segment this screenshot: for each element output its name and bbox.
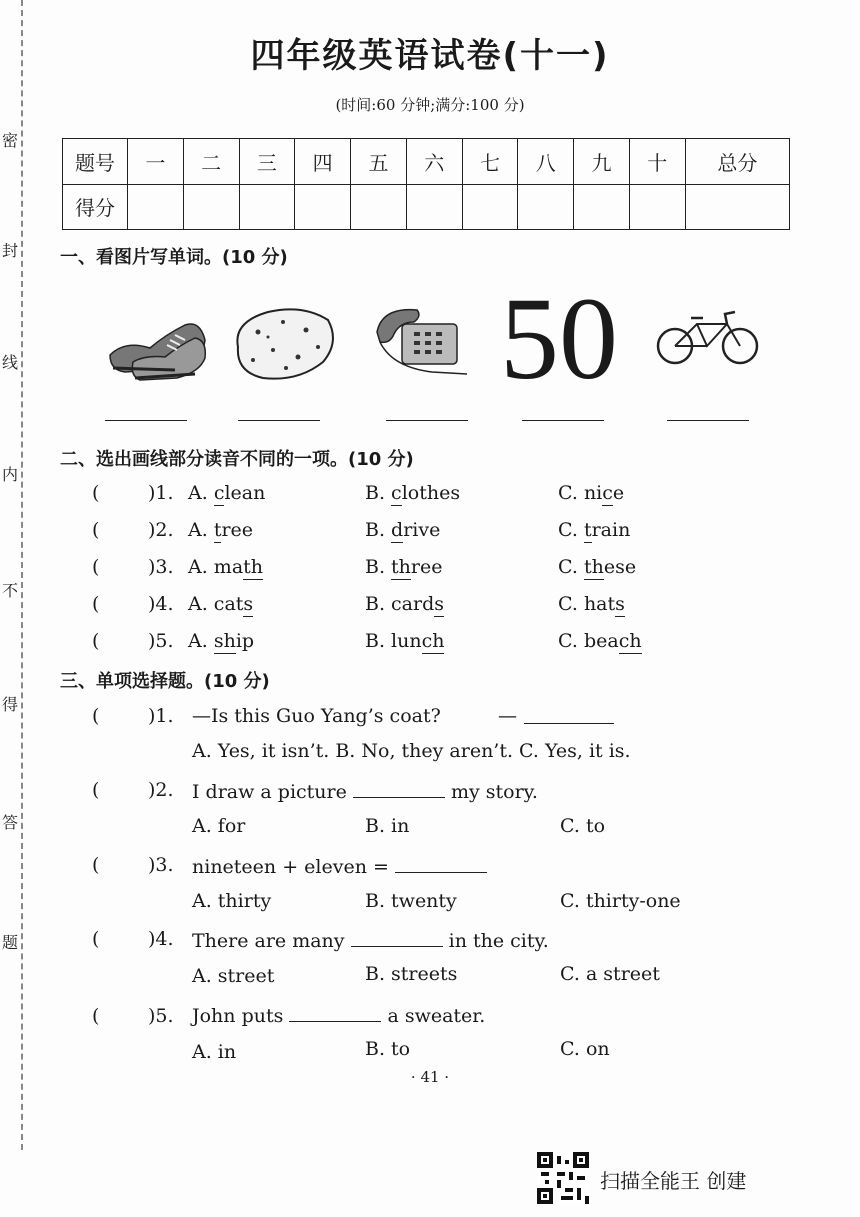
question-stem: I draw a picture my story.: [192, 781, 538, 803]
bicycle-picture: [655, 306, 761, 368]
score-header-cell: 四: [295, 139, 351, 185]
answer-line[interactable]: [105, 420, 187, 421]
score-cell[interactable]: [629, 184, 685, 230]
question-number: )5.: [148, 630, 174, 652]
binding-char: 得: [2, 695, 19, 714]
score-header-cell: 七: [462, 139, 518, 185]
option-c[interactable]: C. these: [558, 556, 637, 578]
score-header-cell: 十: [629, 139, 685, 185]
question-number: )1.: [148, 705, 174, 727]
score-cell[interactable]: [462, 184, 518, 230]
options-line[interactable]: A. Yes, it isn’t. B. No, they aren’t. C. Yes, it is.: [192, 740, 631, 762]
answer-line[interactable]: [667, 420, 749, 421]
option-a[interactable]: A. cats: [188, 593, 254, 615]
score-header-cell: 八: [518, 139, 574, 185]
answer-line[interactable]: [238, 420, 320, 421]
answer-dash: —: [498, 705, 517, 727]
answer-blank[interactable]: [395, 854, 487, 873]
question-stem: John puts a sweater.: [192, 1005, 486, 1027]
score-table-header-row: [63, 139, 790, 185]
score-cell[interactable]: [518, 184, 574, 230]
answer-paren[interactable]: (: [92, 928, 100, 950]
answer-blank[interactable]: [289, 1003, 381, 1022]
option-b[interactable]: B. streets: [365, 963, 458, 985]
question-number: )1.: [148, 482, 174, 504]
score-table: [62, 138, 790, 230]
option-a[interactable]: A. thirty: [192, 890, 272, 912]
option-b[interactable]: B. to: [365, 1038, 411, 1060]
question-number: )4.: [148, 928, 174, 950]
number-fifty: 50: [500, 273, 618, 404]
exam-info: (时间:60 分钟;满分:100 分): [335, 96, 525, 114]
option-b[interactable]: B. in: [365, 815, 410, 837]
question-stem: —Is this Guo Yang’s coat?: [192, 705, 441, 727]
option-b[interactable]: B. three: [365, 556, 443, 578]
answer-paren[interactable]: (: [92, 630, 100, 652]
answer-paren[interactable]: (: [92, 779, 100, 801]
option-a[interactable]: A. in: [192, 1041, 237, 1063]
option-c[interactable]: C. hats: [558, 593, 625, 615]
scanner-watermark: 扫描全能王 创建: [600, 1169, 747, 1193]
binding-char: 密: [2, 131, 19, 150]
question-number: )2.: [148, 519, 174, 541]
score-cell[interactable]: [295, 184, 351, 230]
telephone-picture: [372, 302, 472, 380]
answer-paren[interactable]: (: [92, 1005, 100, 1027]
binding-margin-line: [21, 0, 23, 1150]
score-cell[interactable]: [574, 184, 630, 230]
option-a[interactable]: A. clean: [188, 482, 266, 504]
answer-paren[interactable]: (: [92, 593, 100, 615]
potato-picture: [228, 302, 340, 384]
score-cell[interactable]: [406, 184, 462, 230]
score-cell[interactable]: [128, 184, 184, 230]
page-number: · 41 ·: [410, 1068, 450, 1086]
option-a[interactable]: A. tree: [188, 519, 254, 541]
question-number: )3.: [148, 556, 174, 578]
answer-paren[interactable]: (: [92, 519, 100, 541]
option-c[interactable]: C. nice: [558, 482, 625, 504]
option-a[interactable]: A. math: [188, 556, 264, 578]
score-header-cell: 六: [406, 139, 462, 185]
answer-line[interactable]: [522, 420, 604, 421]
question-stem: There are many in the city.: [192, 930, 549, 952]
answer-paren[interactable]: (: [92, 482, 100, 504]
score-cell[interactable]: [685, 184, 789, 230]
score-header-cell: 总分: [685, 139, 789, 185]
binding-char: 封: [2, 241, 19, 260]
binding-char: 不: [2, 581, 19, 600]
score-cell[interactable]: [239, 184, 295, 230]
answer-line[interactable]: [386, 420, 468, 421]
answer-paren[interactable]: (: [92, 854, 100, 876]
score-row-label: 得分: [63, 184, 128, 230]
section-3-heading: 三、单项选择题。(10 分): [60, 671, 270, 692]
option-b[interactable]: B. clothes: [365, 482, 461, 504]
question-stem: nineteen + eleven =: [192, 854, 487, 878]
option-b[interactable]: B. drive: [365, 519, 441, 541]
score-cell[interactable]: [351, 184, 407, 230]
score-header-cell: 三: [239, 139, 295, 185]
binding-char: 答: [2, 813, 19, 832]
score-header-cell: 一: [128, 139, 184, 185]
answer-blank[interactable]: [351, 928, 443, 947]
answer-paren[interactable]: (: [92, 705, 100, 727]
question-number: )5.: [148, 1005, 174, 1027]
qr-code-icon: [537, 1152, 589, 1204]
answer-blank[interactable]: [524, 705, 614, 729]
option-a[interactable]: A. ship: [188, 630, 255, 652]
section-2-heading: 二、选出画线部分读音不同的一项。(10 分): [60, 449, 414, 470]
score-table-score-row: [63, 184, 790, 230]
option-b[interactable]: B. cards: [365, 593, 445, 615]
option-b[interactable]: B. twenty: [365, 890, 457, 912]
binding-char: 题: [2, 933, 19, 952]
binding-char: 线: [2, 353, 19, 372]
option-a[interactable]: A. street: [192, 965, 275, 987]
option-c[interactable]: C. train: [558, 519, 631, 541]
page-title: 四年级英语试卷(十一): [250, 36, 610, 76]
question-number: )2.: [148, 779, 174, 801]
option-a[interactable]: A. for: [192, 815, 246, 837]
answer-paren[interactable]: (: [92, 556, 100, 578]
option-b[interactable]: B. lunch: [365, 630, 445, 652]
option-c[interactable]: C. a street: [560, 963, 660, 985]
option-c[interactable]: C. on: [560, 1038, 610, 1060]
option-c[interactable]: C. to: [560, 815, 606, 837]
score-header-cell: 九: [574, 139, 630, 185]
answer-blank[interactable]: [353, 779, 445, 798]
score-header-cell: 二: [183, 139, 239, 185]
question-number: )4.: [148, 593, 174, 615]
option-c[interactable]: C. thirty-one: [560, 890, 681, 912]
shoes-picture: [105, 310, 210, 385]
score-cell[interactable]: [183, 184, 239, 230]
section-1-heading: 一、看图片写单词。(10 分): [60, 247, 288, 268]
option-c[interactable]: C. beach: [558, 630, 642, 652]
binding-char: 内: [2, 465, 19, 484]
question-number: )3.: [148, 854, 174, 876]
score-header-cell: 题号: [63, 139, 128, 185]
score-header-cell: 五: [351, 139, 407, 185]
